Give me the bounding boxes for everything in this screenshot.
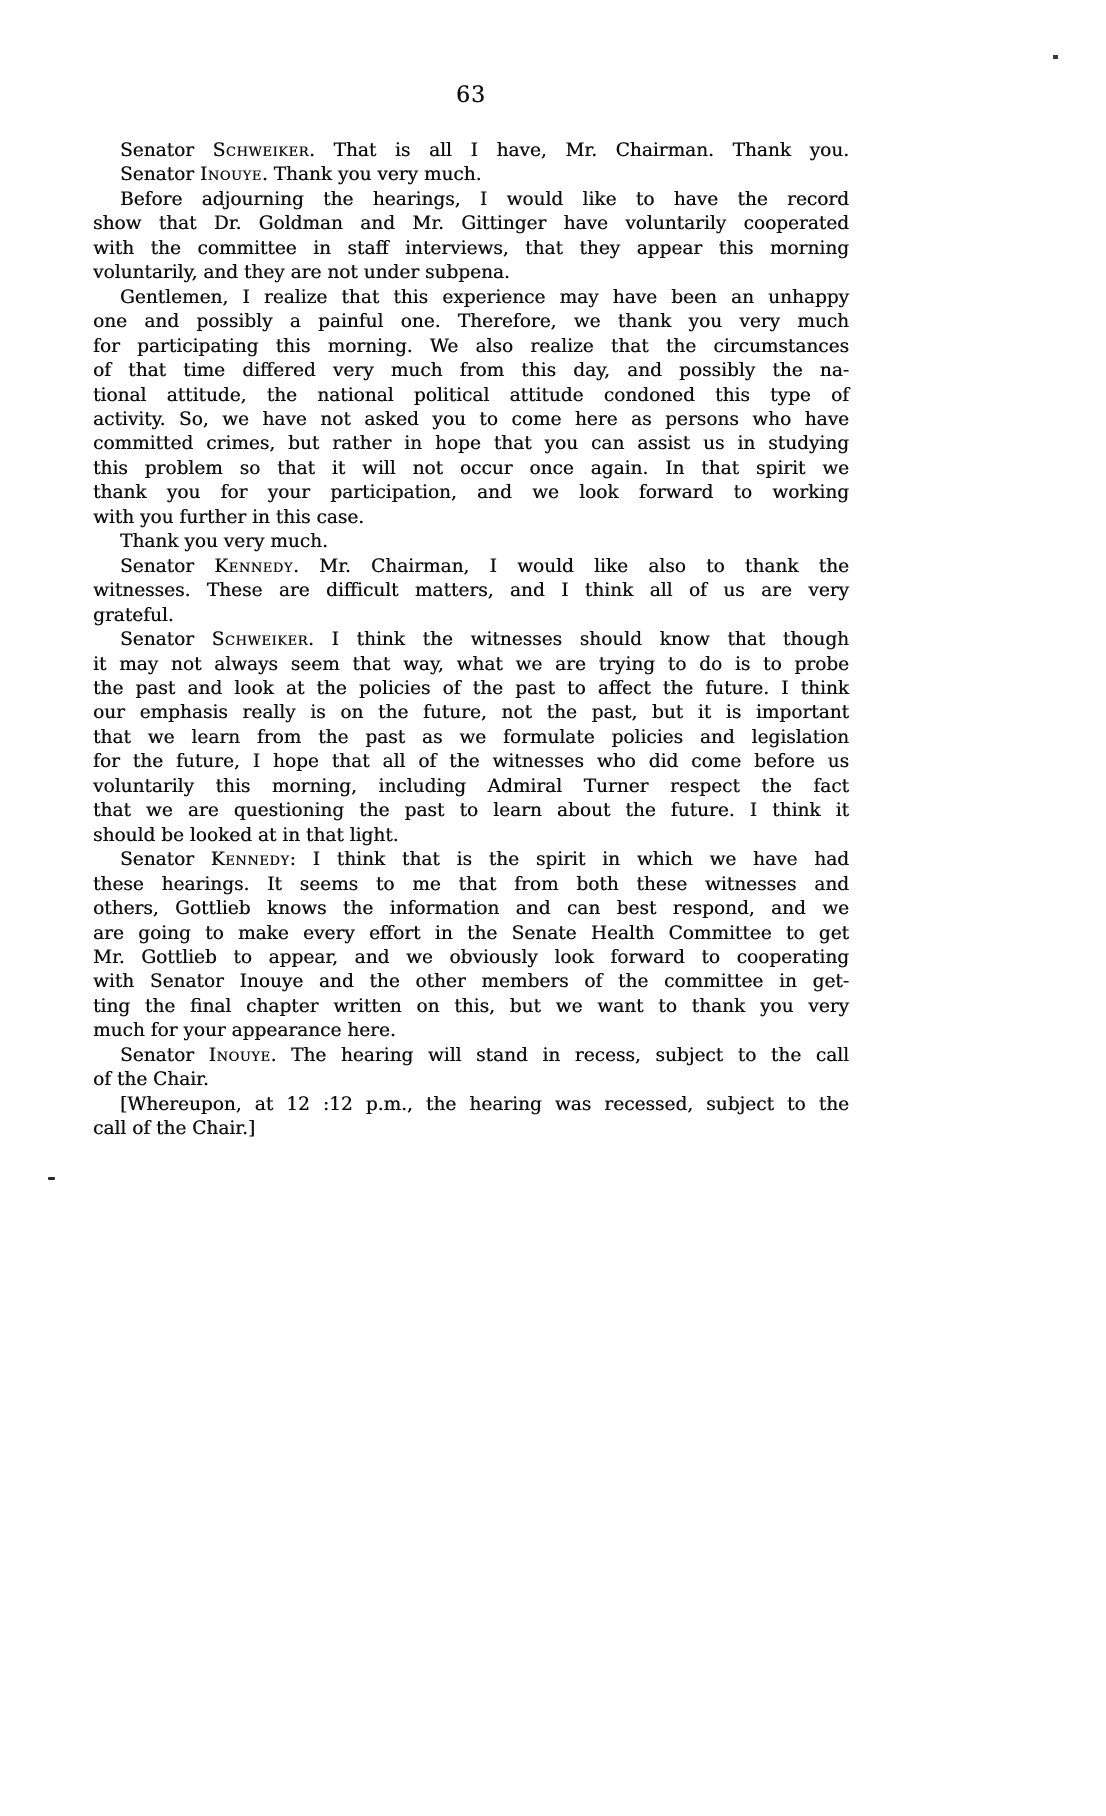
transcript-line — [93, 946, 849, 970]
speaker-name: Kennedy — [210, 849, 290, 871]
transcript-text: with you further in this case. — [93, 506, 365, 528]
transcript-text: Thank you very much. — [120, 531, 328, 553]
transcript-line — [93, 237, 849, 261]
transcript-line — [93, 506, 849, 530]
transcript-line — [93, 799, 849, 823]
transcript-text: voluntarily this morning, including Admiral Turner respect the fact — [93, 775, 849, 797]
scan-artifact-dash — [48, 1177, 55, 1180]
transcript-line — [93, 750, 849, 774]
transcript-line — [93, 286, 849, 310]
transcript-line — [93, 1044, 849, 1068]
transcript-line — [93, 359, 849, 383]
transcript-line — [93, 995, 849, 1019]
transcript-text: voluntarily, and they are not under subpena. — [93, 262, 510, 284]
transcript-text: witnesses. These are difficult matters, and I think all of us are very — [93, 580, 849, 602]
transcript-line — [93, 555, 849, 579]
transcript-text: for the future, I hope that all of the witnesses who did come before us — [93, 751, 849, 773]
transcript-line — [93, 1019, 849, 1043]
transcript-line — [93, 873, 849, 897]
speaker-name: Inouye — [199, 164, 262, 186]
transcript-text: : I think that is the spirit in which we have had — [289, 849, 849, 871]
transcript — [93, 139, 849, 1142]
transcript-text: call of the Chair.] — [93, 1118, 256, 1140]
transcript-text: Mr. Gottlieb to appear, and we obviously look forward to cooperating — [93, 946, 849, 968]
transcript-text: it may not always seem that way, what we are trying to do is to probe — [93, 653, 849, 675]
transcript-text: . I think the witnesses should know that though — [308, 629, 849, 651]
transcript-text: activity. So, we have not asked you to come here as persons who have — [93, 408, 849, 430]
speaker-name: Inouye — [208, 1044, 271, 1066]
transcript-text: Senator — [120, 849, 211, 871]
transcript-text: Senator — [120, 555, 215, 577]
transcript-text: committed crimes, but rather in hope that you can assist us in studying — [93, 433, 849, 455]
transcript-line — [93, 1093, 849, 1117]
transcript-text: grateful. — [93, 604, 174, 626]
transcript-line — [93, 848, 849, 872]
transcript-line — [93, 408, 849, 432]
transcript-text: this problem so that it will not occur once again. In that spirit we — [93, 457, 849, 479]
transcript-line — [93, 604, 849, 628]
transcript-text: Before adjourning the hearings, I would like to have the record — [120, 188, 849, 210]
transcript-text: that we are questioning the past to learn about the future. I think it — [93, 800, 849, 822]
transcript-line — [93, 335, 849, 359]
transcript-text: Gentlemen, I realize that this experience may have been an unhappy — [120, 286, 849, 308]
transcript-text: of that time differed very much from this day, and possibly the na- — [93, 360, 849, 382]
transcript-text: Senator — [120, 1044, 209, 1066]
transcript-line — [93, 310, 849, 334]
transcript-text: Senator — [120, 140, 213, 161]
transcript-line — [93, 432, 849, 456]
transcript-line — [93, 775, 849, 799]
transcript-text: are going to make every effort in the Senate Health Committee to get — [93, 922, 849, 944]
transcript-line — [93, 1068, 849, 1092]
page-number: 63 — [456, 83, 486, 108]
transcript-line — [93, 261, 849, 285]
transcript-line — [93, 457, 849, 481]
speaker-name: Schweiker — [212, 140, 309, 161]
transcript-text: [Whereupon, at 12 :12 p.m., the hearing was recessed, subject to the — [120, 1093, 849, 1115]
transcript-text: show that Dr. Goldman and Mr. Gittinger have voluntarily cooperated — [93, 213, 849, 235]
transcript-text: Senator — [120, 164, 200, 186]
transcript-text: much for your appearance here. — [93, 1020, 396, 1042]
transcript-line — [93, 922, 849, 946]
transcript-line — [93, 384, 849, 408]
transcript-text: Senator — [120, 629, 212, 651]
transcript-text: . Thank you very much. — [261, 164, 482, 186]
transcript-line — [93, 653, 849, 677]
transcript-line — [93, 188, 849, 212]
transcript-text: . The hearing will stand in recess, subject to the call — [270, 1044, 849, 1066]
transcript-line — [93, 163, 849, 187]
transcript-line — [93, 139, 849, 163]
transcript-text: these hearings. It seems to me that from both these witnesses and — [93, 873, 849, 895]
transcript-text: tional attitude, the national political attitude condoned this type of — [93, 384, 849, 406]
transcript-text: thank you for your participation, and we look forward to working — [93, 482, 849, 504]
transcript-text: the past and look at the policies of the past to affect the future. I think — [93, 677, 849, 699]
transcript-line — [93, 677, 849, 701]
transcript-text: should be looked at in that light. — [93, 824, 399, 846]
transcript-line — [93, 579, 849, 603]
transcript-line — [93, 897, 849, 921]
transcript-line — [93, 530, 849, 554]
transcript-line — [93, 726, 849, 750]
transcript-line — [93, 628, 849, 652]
transcript-line — [93, 481, 849, 505]
transcript-text: ting the final chapter written on this, but we want to thank you very — [93, 995, 849, 1017]
transcript-line — [93, 701, 849, 725]
transcript-line — [93, 1117, 849, 1141]
transcript-text: for participating this morning. We also realize that the circumstances — [93, 335, 849, 357]
transcript-text: with the committee in staff interviews, that they appear this morning — [93, 237, 849, 259]
speaker-name: Schweiker — [211, 629, 308, 651]
transcript-text: that we learn from the past as we formulate policies and legislation — [93, 726, 849, 748]
transcript-line — [93, 970, 849, 994]
transcript-text: of the Chair. — [93, 1069, 209, 1091]
transcript-text: . Mr. Chairman, I would like also to thank the — [293, 555, 849, 577]
transcript-text: others, Gottlieb knows the information and can best respond, and we — [93, 898, 849, 920]
transcript-text: with Senator Inouye and the other members of the committee in get- — [93, 971, 849, 993]
transcript-text: our emphasis really is on the future, not the past, but it is important — [93, 702, 849, 724]
transcript-text: . That is all I have, Mr. Chairman. Thank you. — [309, 140, 849, 161]
transcript-text: one and possibly a painful one. Therefore, we thank you very much — [93, 311, 849, 333]
transcript-line — [93, 212, 849, 236]
speaker-name: Kennedy — [214, 555, 294, 577]
scan-artifact-speck — [1053, 55, 1058, 59]
transcript-line — [93, 824, 849, 848]
